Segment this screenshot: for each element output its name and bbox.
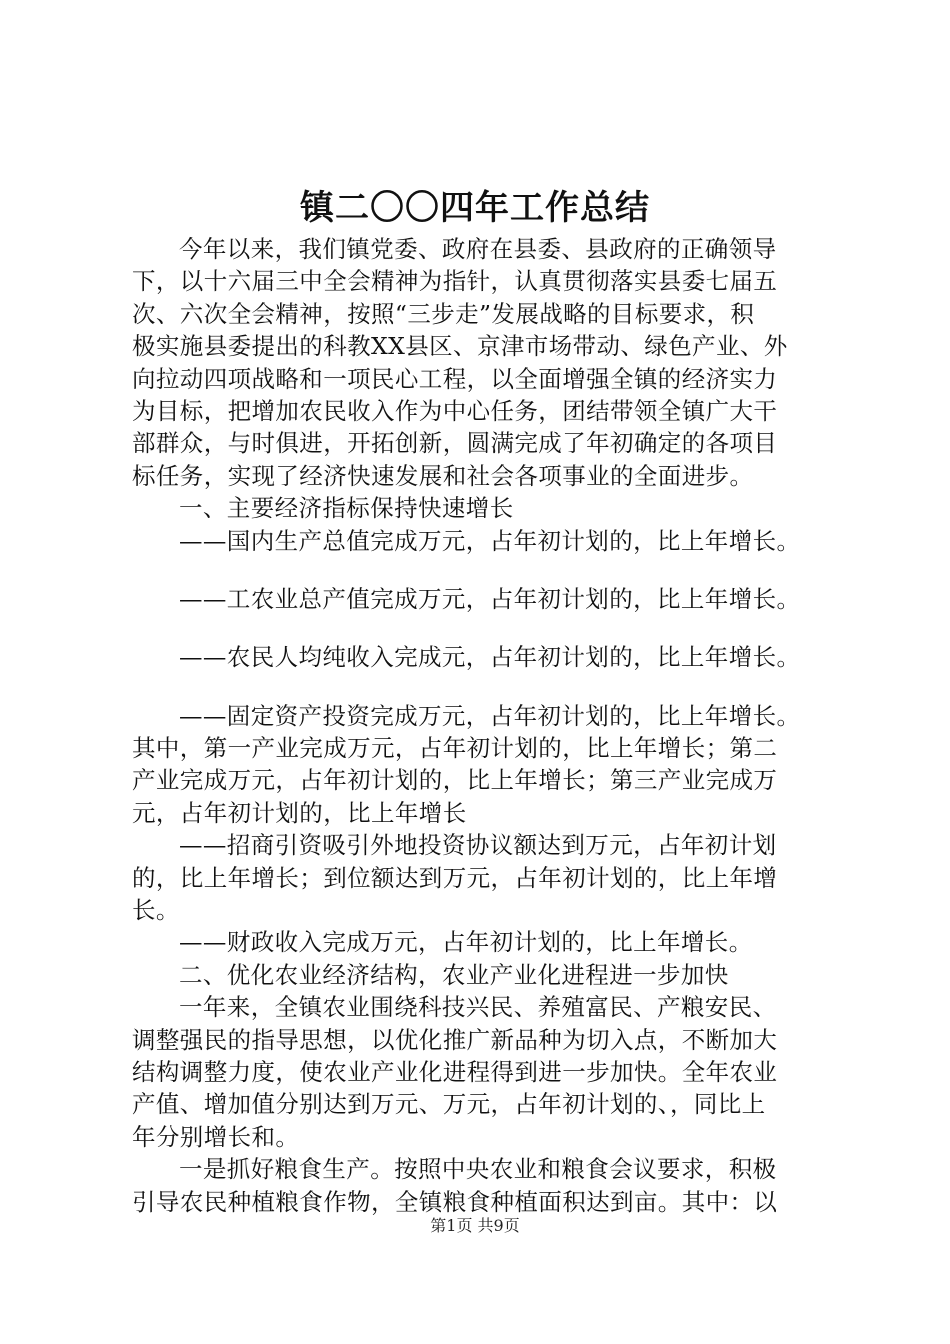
paragraph-line: 产值、增加值分别达到万元、万元，占年初计划的、，同比上 [132, 1090, 766, 1119]
paragraph-line: 元，占年初计划的，比上年增长 [132, 798, 467, 827]
blank-gap [132, 615, 832, 641]
indicator-line: ——财政收入完成万元，占年初计划的，比上年增长。 [179, 928, 753, 957]
document-title: 镇二〇〇四年工作总结 [300, 188, 650, 228]
section-heading: 一、主要经济指标保持快速增长 [179, 494, 514, 523]
indicator-line: ——国内生产总值完成万元，占年初计划的，比上年增长。 [179, 526, 801, 555]
paragraph-line: 为目标，把增加农民收入作为中心任务，团结带领全镇广大干 [132, 396, 778, 425]
paragraph-line: 极实施县委提出的科教XX县区、京津市场带动、绿色产业、外 [132, 332, 788, 361]
document-body [132, 233, 832, 1218]
blank-gap [132, 557, 832, 583]
page-number-footer: 第1页 共9页 [430, 1216, 520, 1235]
paragraph-line: 产业完成万元，占年初计划的，比上年增长；第三产业完成万 [132, 766, 778, 795]
indicator-line: ——固定资产投资完成万元，占年初计划的，比上年增长。 [179, 701, 801, 730]
paragraph-line: 向拉动四项战略和一项民心工程，以全面增强全镇的经济实力 [132, 364, 778, 393]
paragraph-line: 其中，第一产业完成万元，占年初计划的，比上年增长；第二 [132, 734, 778, 763]
paragraph-line: 调整强民的指导思想，以优化推广新品种为切入点，不断加大 [132, 1025, 778, 1054]
paragraph-line: 部群众，与时俱进，开拓创新，圆满完成了年初确定的各项目 [132, 429, 778, 458]
paragraph-line: 一年来，全镇农业围绕科技兴民、养殖富民、产粮安民、 [179, 993, 777, 1022]
indicator-line: ——农民人均纯收入完成元，占年初计划的，比上年增长。 [179, 643, 801, 672]
paragraph-line: 的，比上年增长；到位额达到万元，占年初计划的，比上年增 [132, 863, 778, 892]
paragraph-line: 下，以十六届三中全会精神为指针，认真贯彻落实县委七届五 [132, 267, 778, 296]
indicator-line: ——工农业总产值完成万元，占年初计划的，比上年增长。 [179, 584, 801, 613]
paragraph-line: 一是抓好粮食生产。按照中央农业和粮食会议要求，积极 [179, 1155, 777, 1184]
paragraph-line: 今年以来，我们镇党委、政府在县委、县政府的正确领导 [179, 235, 777, 263]
indicator-line: ——招商引资吸引外地投资协议额达到万元，占年初计划 [179, 831, 777, 860]
paragraph-line: 结构调整力度，使农业产业化进程得到进一步加快。全年农业 [132, 1057, 778, 1086]
blank-gap [132, 674, 832, 700]
paragraph-line: 长。 [132, 896, 180, 925]
section-heading: 二、优化农业经济结构，农业产业化进程进一步加快 [179, 960, 729, 989]
paragraph-line: 次、六次全会精神，按照“三步走”发展战略的目标要求，积 [132, 299, 755, 328]
paragraph-line: 年分别增长和。 [132, 1122, 300, 1151]
paragraph-line: 引导农民种植粮食作物，全镇粮食种植面积达到亩。其中：以 [132, 1187, 778, 1216]
paragraph-line: 标任务，实现了经济快速发展和社会各项事业的全面进步。 [132, 461, 754, 490]
